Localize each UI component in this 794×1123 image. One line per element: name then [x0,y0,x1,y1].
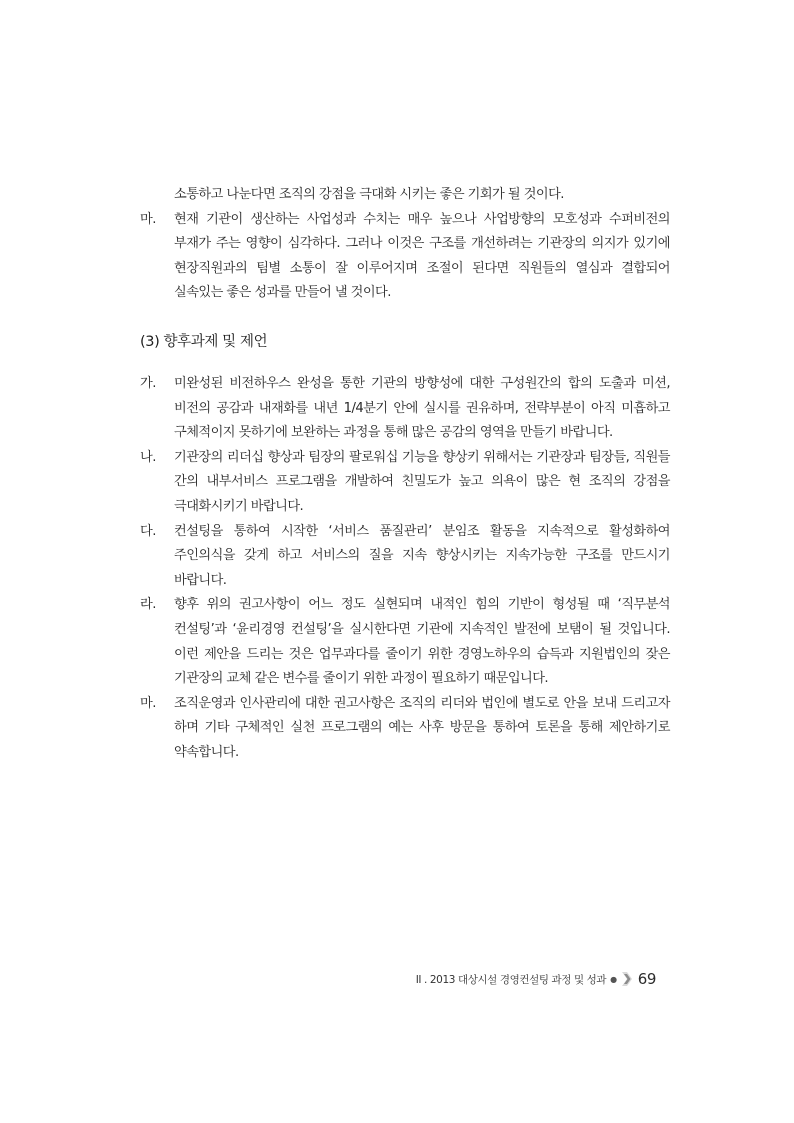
list-marker: 마. [140,211,156,227]
page-number: 69 [637,970,656,988]
list-item-da [140,520,670,594]
list-text: 미완성된 비전하우스 완성을 통한 기관의 방향성에 대한 구성원간의 합의 도출과 미션, 비전의 공감과 내재화를 내년 1/4분기 안에 실시를 권유하며, 전략부분이 아직 미흡하고 구체적이지 못하기에 보완하는 과정을 통해 많은 공감의 영역을 만들기 바랍니다. [174,375,670,441]
list-item-ga [140,372,670,446]
list-item-ma-1 [140,208,670,306]
list-marker: 가. [140,375,156,391]
list-item-ra [140,593,670,691]
list-text: 향후 위의 권고사항이 어느 정도 실현되며 내적인 힘의 기반이 형성될 때 ‘직무분석 컨설팅’과 ‘윤리경영 컨설팅’을 실시한다면 기관에 지속적인 발전에 보탬이 될 것입니다. 이런 제안을 드리는 것은 업무과다를 줄이기 위한 경영노하우의 습득과 지원법인의 잦은 기관장의 교체 같은 변수를 줄이기 위한 과정이 필요하기 때문입니다. [174,597,670,687]
page-footer [416,970,656,988]
list-text: 컨설팅을 통하여 시작한 ‘서비스 품질관리’ 분임조 활동을 지속적으로 활성화하여 주인의식을 갖게 하고 서비스의 질을 지속 향상시키는 지속가능한 구조를 만드시기 바랍니다. [174,523,670,588]
list-marker: 나. [140,449,156,465]
chevron-right-icon [622,972,632,986]
bullet-dot-icon: ● [610,974,617,984]
list-marker: 다. [140,523,156,539]
footer-chapter-title: II . 2013 대상시설 경영컨설팅 과정 및 성과 [415,973,607,986]
list-item-na [140,446,670,520]
section-heading: (3) 향후과제 및 제언 [140,333,268,350]
intro-continuation: 소통하고 나눈다면 조직의 강점을 극대화 시키는 좋은 기회가 될 것이다. [174,187,564,202]
document-body [140,183,670,765]
list-text: 기관장의 리더십 향상과 팀장의 팔로워십 기능을 향상키 위해서는 기관장과 팀장들, 직원들 간의 내부서비스 프로그램을 개발하여 친밀도가 높고 의욕이 많은 현 조직의 강점을 극대화시키기 바랍니다. [174,449,670,514]
list-marker: 마. [140,695,156,711]
list-text: 현재 기관이 생산하는 사업성과 수치는 매우 높으나 사업방향의 모호성과 수퍼비전의 부재가 주는 영향이 심각하다. 그러나 이것은 구조를 개선하려는 기관장의 의지가 있기에 현장직원과의 팀별 소통이 잘 이루어지며 조절이 된다면 직원들의 열심과 결합되어 실속있는 좋은 성과를 만들어 낼 것이다. [174,211,670,301]
list-item-ma-2 [140,692,670,766]
list-text: 조직운영과 인사관리에 대한 권고사항은 조직의 리더와 법인에 별도로 안을 보내 드리고자 하며 기타 구체적인 실천 프로그램의 예는 사후 방문을 통하여 토론을 통해 제안하기로 약속합니다. [174,695,670,760]
list-marker: 라. [140,597,156,613]
